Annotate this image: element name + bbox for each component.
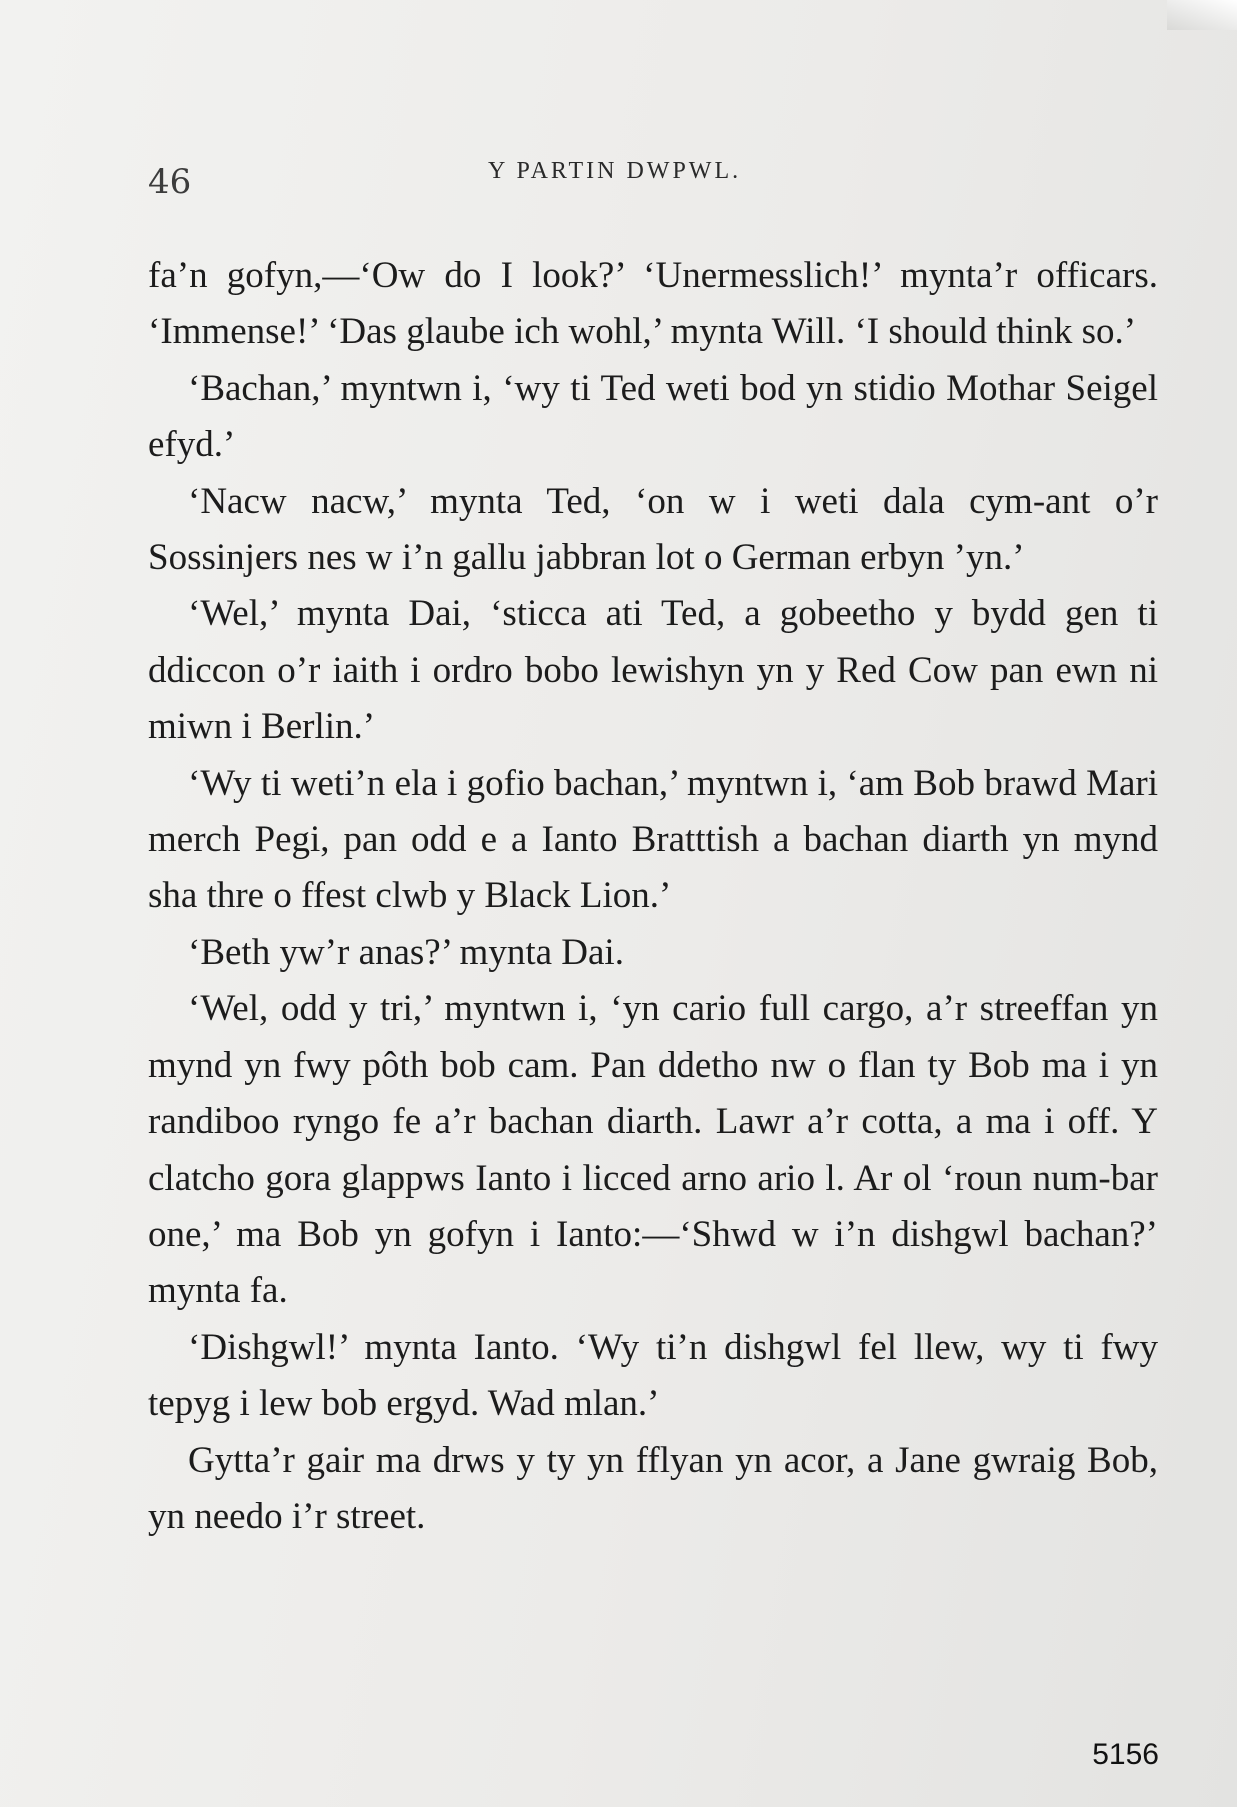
page-number: 46 <box>148 162 192 202</box>
page-corner <box>1167 0 1237 30</box>
page-header <box>148 152 1148 212</box>
running-title: Y PARTIN DWPWL. <box>488 158 742 184</box>
paragraph: ‘Bachan,’ myntwn i, ‘wy ti Ted weti bod yn stidio Mothar Seigel efyd.’ <box>148 367 1158 466</box>
catalog-number: 5156 <box>1092 1738 1159 1771</box>
paragraph: Gytta’r gair ma drws y ty yn fflyan yn acor, a Jane gwraig Bob, yn needo i’r street. <box>148 1439 1158 1537</box>
paragraph: ‘Wy ti weti’n ela i gofio bachan,’ myntwn i, ‘am Bob brawd Mari merch Pegi, pan odd e a Ianto Bratttish a bachan diarth yn mynd sha thre o ffest clwb y Black Lion.’ <box>148 762 1158 917</box>
paragraph: ‘Wel, odd y tri,’ myntwn i, ‘yn cario full cargo, a’r streeffan yn mynd yn fwy pôth bob cam. Pan ddetho nw o flan ty Bob ma i yn randiboo ryngo fe a’r bachan diarth. Lawr a’r cotta, a ma i off. Y clatcho gora glappws Ianto i licced arno ario l. Ar ol ‘roun num-bar one,’ ma Bob yn gofyn i Ianto:—‘Shwd w i’n dishgwl bachan?’ mynta fa. <box>148 988 1158 1312</box>
body-text <box>148 248 1158 1545</box>
paragraph: ‘Dishgwl!’ mynta Ianto. ‘Wy ti’n dishgwl fel llew, wy ti fwy tepyg i lew bob ergyd. Wad mlan.’ <box>148 1326 1158 1425</box>
paragraph: ‘Beth yw’r anas?’ mynta Dai. <box>188 931 624 973</box>
paragraph: fa’n gofyn,—‘Ow do I look?’ ‘Unermesslich!’ mynta’r officars. ‘Immense!’ ‘Das glaube ich wohl,’ mynta Will. ‘I should think so.’ <box>148 255 1158 353</box>
paragraph: ‘Nacw nacw,’ mynta Ted, ‘on w i weti dala cym-ant o’r Sossinjers nes w i’n gallu jabbran lot o German erbyn ’yn.’ <box>148 480 1158 579</box>
paragraph: ‘Wel,’ mynta Dai, ‘sticca ati Ted, a gobeetho y bydd gen ti ddiccon o’r iaith i ordro bobo lewishyn yn y Red Cow pan ewn ni miwn i Berlin.’ <box>148 593 1158 748</box>
